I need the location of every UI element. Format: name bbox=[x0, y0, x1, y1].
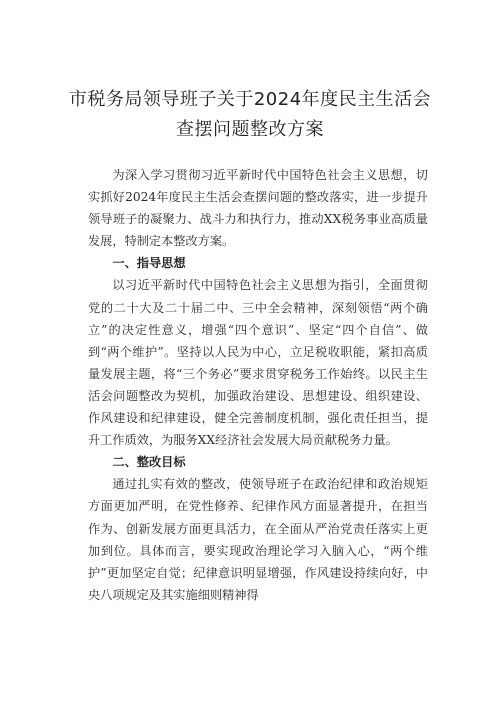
document-title-line-2: 查摆问题整改方案 bbox=[176, 119, 324, 140]
document-body bbox=[88, 164, 428, 606]
document-title-line-1: 市税务局领导班子关于2024年度民主生活会 bbox=[68, 89, 432, 110]
section-heading-guiding-ideology: 一、指导思想 bbox=[112, 256, 186, 271]
guiding-ideology-paragraph: 以习近平新时代中国特色社会主义思想为指引，全面贯彻党的二十大及二十届二中、三中全会精神，深刻领悟“两个确立”的决定性意义，增强“四个意识”、坚定“四个自信”、做到“两个维护”。坚持以人民为中心，立足税收职能，紧扣高质量发展主题，将“三个务必”要求贯穿税务工作始终。以民主生活会问题整改为契机，加强政治建设、思想建设、组织建设、作风建设和纪律建设，健全完善制度机制，强化责任担当，提升工作质效，为服务XX经济社会发展大局贡献税务力量。 bbox=[88, 278, 428, 448]
rectification-goals-paragraph: 通过扎实有效的整改，使领导班子在政治纪律和政治规矩方面更加严明，在党性修养、纪律作风方面显著提升，在担当作为、创新发展方面更具活力，在全面从严治党责任落实上更加到位。具体而言，要实现政治理论学习入脑入心，“两个维护”更加坚定自觉；纪律意识明显增强，作风建设持续向好，中央八项规定及其实施细则精神得 bbox=[88, 477, 428, 602]
intro-paragraph: 为深入学习贯彻习近平新时代中国特色社会主义思想，切实抓好2024年度民主生活会查摆问题的整改落实，进一步提升领导班子的凝聚力、战斗力和执行力，推动XX税务事业高质量发展，特制定本整改方案。 bbox=[88, 168, 428, 249]
section-heading-rectification-goals: 二、整改目标 bbox=[112, 455, 186, 470]
